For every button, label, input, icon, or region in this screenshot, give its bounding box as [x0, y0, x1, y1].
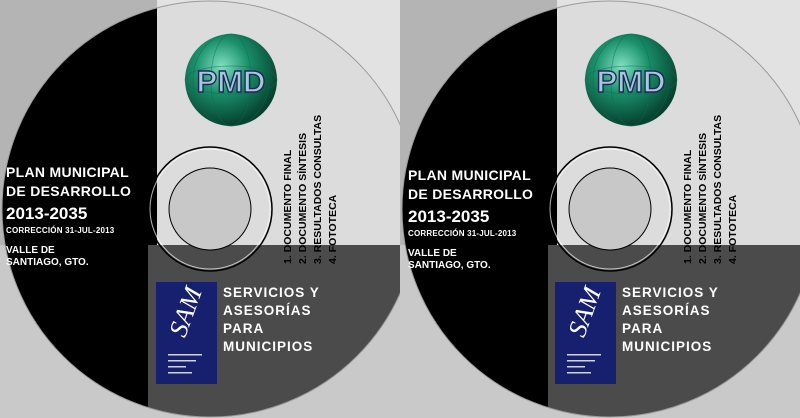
contents-list [281, 94, 343, 264]
cd-label-right [400, 0, 800, 418]
services-line3: PARA [223, 321, 265, 336]
services-text [622, 284, 719, 356]
disc-center-hole [169, 168, 251, 250]
sam-logo-text: SAM [163, 283, 208, 341]
contents-item-2: 2. DOCUMENTO SÍNTESIS [297, 132, 309, 264]
services-line4: MUNICIPIOS [223, 339, 314, 354]
location-line2: SANTIAGO, GTO. [408, 260, 491, 271]
contents-item-3: 3. RESULTADOS CONSULTAS [712, 114, 724, 264]
plan-years: 2013-2035 [408, 207, 490, 226]
location-line2: SANTIAGO, GTO. [6, 257, 89, 268]
pmd-logo-text: PMD [196, 64, 266, 99]
contents-item-2: 2. DOCUMENTO SÍNTESIS [697, 132, 709, 264]
sam-logo-text: SAM [562, 283, 607, 341]
contents-item-4: 4. FOTOTECA [727, 194, 739, 264]
contents-item-1: 1. DOCUMENTO FINAL [282, 149, 294, 264]
contents-item-3: 3. RESULTADOS CONSULTAS [312, 114, 324, 264]
plan-title-line2: DE DESARROLLO [6, 183, 132, 199]
services-line1: SERVICIOS Y [223, 285, 320, 300]
services-line4: MUNICIPIOS [622, 339, 713, 354]
correction-date: CORRECCIÓN 31-JUL-2013 [6, 226, 115, 235]
contents-item-4: 4. FOTOTECA [327, 194, 339, 264]
correction-date: CORRECCIÓN 31-JUL-2013 [408, 229, 517, 238]
plan-title-line1: PLAN MUNICIPAL [6, 164, 129, 180]
services-text [223, 284, 320, 356]
pmd-logo-text: PMD [596, 64, 666, 99]
services-line2: ASESORÍAS [622, 303, 711, 318]
plan-title-block [408, 166, 533, 272]
plan-title-block [6, 163, 131, 269]
disc-center-hole [569, 168, 651, 250]
sam-logo-icon [156, 282, 217, 384]
services-line3: PARA [622, 321, 664, 336]
location-line1: VALLE DE [408, 248, 457, 259]
plan-title-line1: PLAN MUNICIPAL [408, 167, 531, 183]
services-line1: SERVICIOS Y [622, 285, 719, 300]
services-line2: ASESORÍAS [223, 303, 312, 318]
contents-item-1: 1. DOCUMENTO FINAL [682, 149, 694, 264]
contents-list [681, 94, 743, 264]
plan-title-line2: DE DESARROLLO [408, 186, 534, 202]
location-line1: VALLE DE [6, 245, 55, 256]
plan-years: 2013-2035 [6, 204, 88, 223]
sam-logo-icon [555, 282, 616, 384]
